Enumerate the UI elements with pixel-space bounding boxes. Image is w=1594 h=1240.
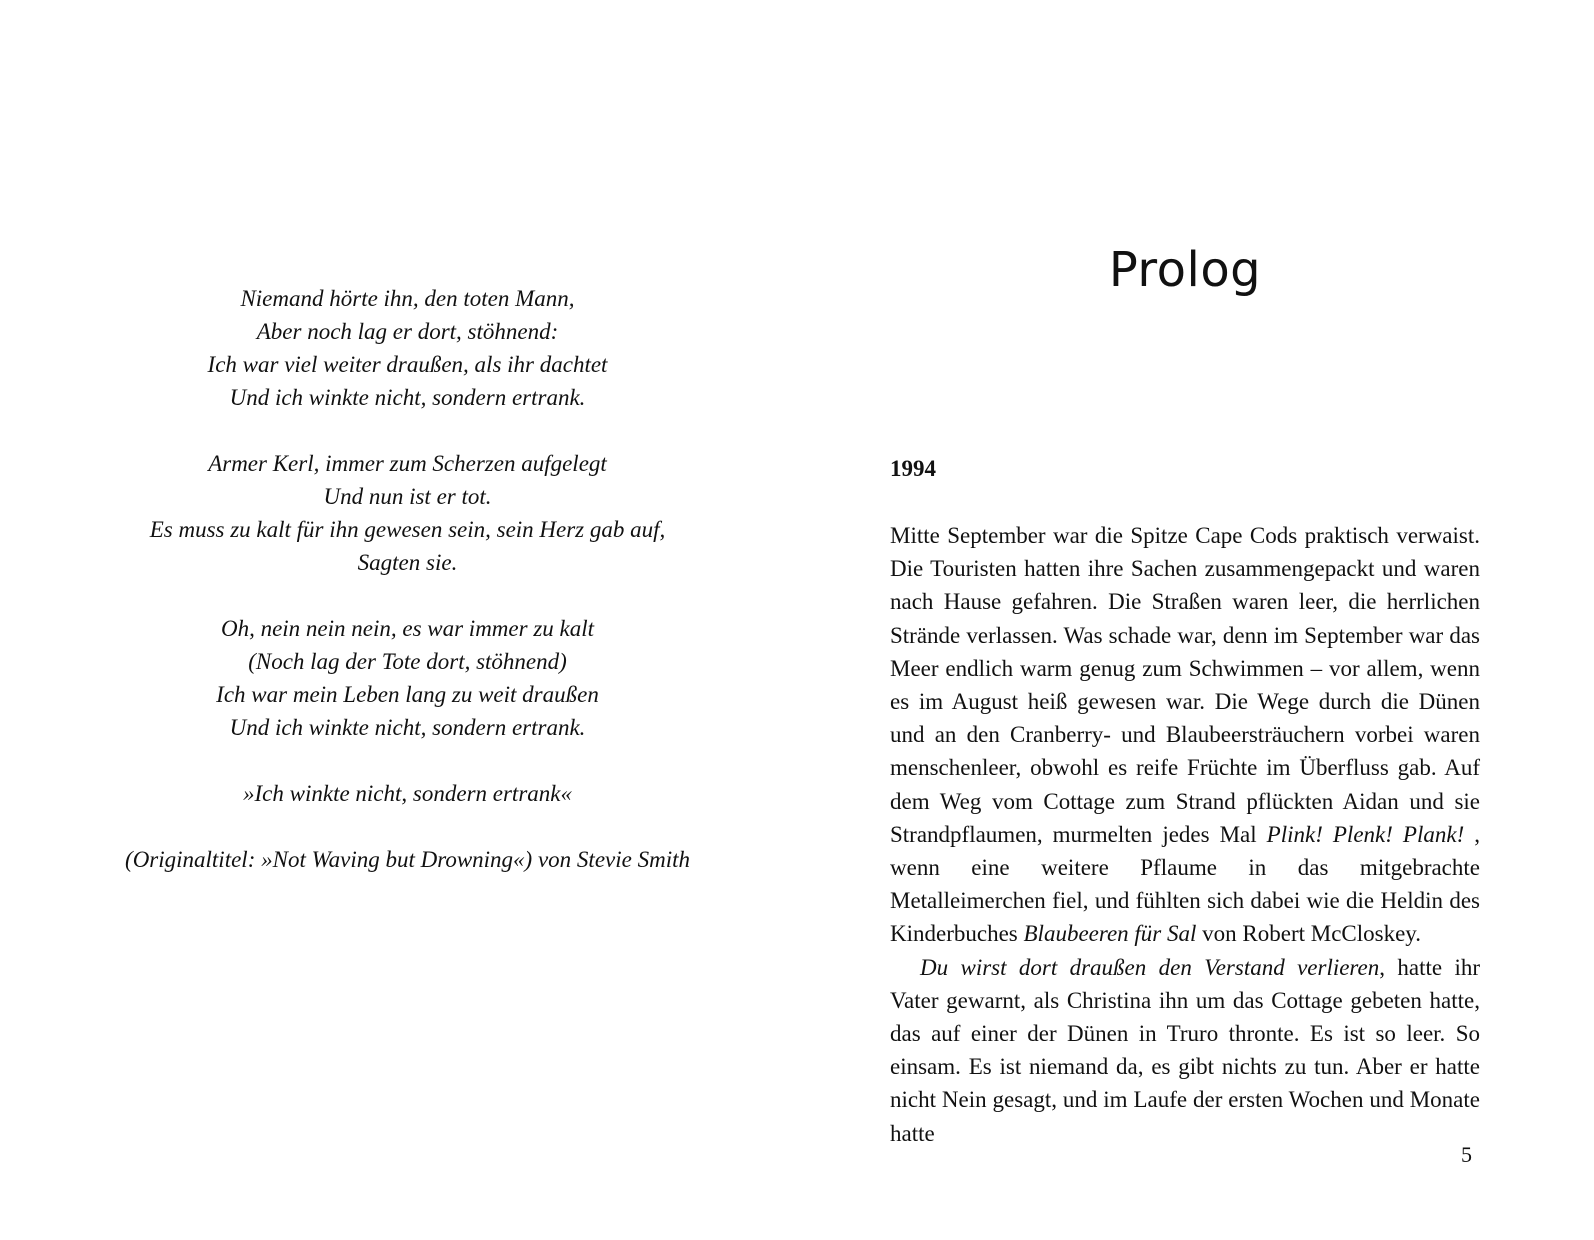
- paragraph-italic: Plink! Plenk! Plank!: [1266, 821, 1475, 847]
- chapter-title: Prolog: [1108, 242, 1262, 298]
- poem-stanza: [0, 282, 815, 414]
- paragraph-italic: Blaubeeren für Sal: [1023, 921, 1197, 947]
- paragraph-text: Mitte September war die Spitze Cape Cods praktisch verwaist. Die Touristen hatten ihre Sachen zusammengepackt und waren nach Hause gefahren. Die Straßen waren leer, die herrlichen Strände verlassen. Was schade war, denn im September war das Meer endlich warm genug zum Schwimmen – vor allem, wenn es im August heiß gewesen war. Die Wege durch die Dünen und an den Cranberry- und Blaubeersträuchern vorbei waren menschenleer, obwohl es reife Früchte im Überfluss gab. Auf dem Weg vom Cottage zum Strand pflückten Aidan und sie Strandpflaumen, murmelten jedes Mal: [890, 523, 1480, 847]
- paragraph-text: , wenn eine weitere Pflaume in das mitgebrachte Metalleimerchen fiel, und fühlten sich dabei wie die Heldin des Kinderbuches: [890, 821, 1480, 947]
- poem-line: Armer Kerl, immer zum Scherzen aufgelegt: [208, 451, 607, 476]
- right-page: [890, 0, 1480, 1240]
- poem-line: Aber noch lag er dort, stöhnend:: [256, 319, 559, 344]
- paragraph-text: , hatte ihr Vater gewarnt, als Christina ihn um das Cottage gebeten hatte, das auf einer der Dünen in Truro thronte. Es ist so leer. So einsam. Es ist niemand da, es gibt nichts zu tun. Aber er hatte nicht Nein gesagt, und im Laufe der ersten Wochen und Monate hatte: [890, 954, 1480, 1146]
- paragraph-text: von Robert McCloskey.: [1196, 921, 1422, 947]
- poem-line: Und ich winkte nicht, sondern ertrank.: [229, 385, 586, 410]
- poem-line: Oh, nein nein nein, es war immer zu kalt: [220, 616, 595, 641]
- epigraph-poem: [0, 282, 815, 876]
- poem-line: Und nun ist er tot.: [323, 484, 492, 509]
- paragraph-italic: Du wirst dort draußen den Verstand verlieren: [920, 954, 1380, 980]
- poem-line: (Noch lag der Tote dort, stöhnend): [248, 649, 567, 674]
- poem-source: (Originaltitel: »Not Waving but Drowning«) von Stevie Smith: [125, 847, 690, 872]
- paragraph: [890, 951, 1480, 1150]
- poem-line: Ich war viel weiter draußen, als ihr dachtet: [207, 352, 608, 377]
- poem-line: Sagten sie.: [357, 550, 458, 575]
- poem-line: Ich war mein Leben lang zu weit draußen: [216, 682, 599, 707]
- poem-stanza: [0, 612, 815, 744]
- page-number: 5: [1461, 1142, 1472, 1167]
- poem-title: »Ich winkte nicht, sondern ertrank«: [243, 781, 572, 806]
- poem-line: Und ich winkte nicht, sondern ertrank.: [229, 715, 586, 740]
- poem-line: Es muss zu kalt für ihn gewesen sein, sein Herz gab auf,: [149, 517, 666, 542]
- paragraph: [890, 519, 1480, 951]
- body-text: [890, 519, 1480, 1150]
- section-year: 1994: [890, 456, 936, 481]
- poem-stanza: [0, 447, 815, 579]
- poem-line: Niemand hörte ihn, den toten Mann,: [240, 286, 575, 311]
